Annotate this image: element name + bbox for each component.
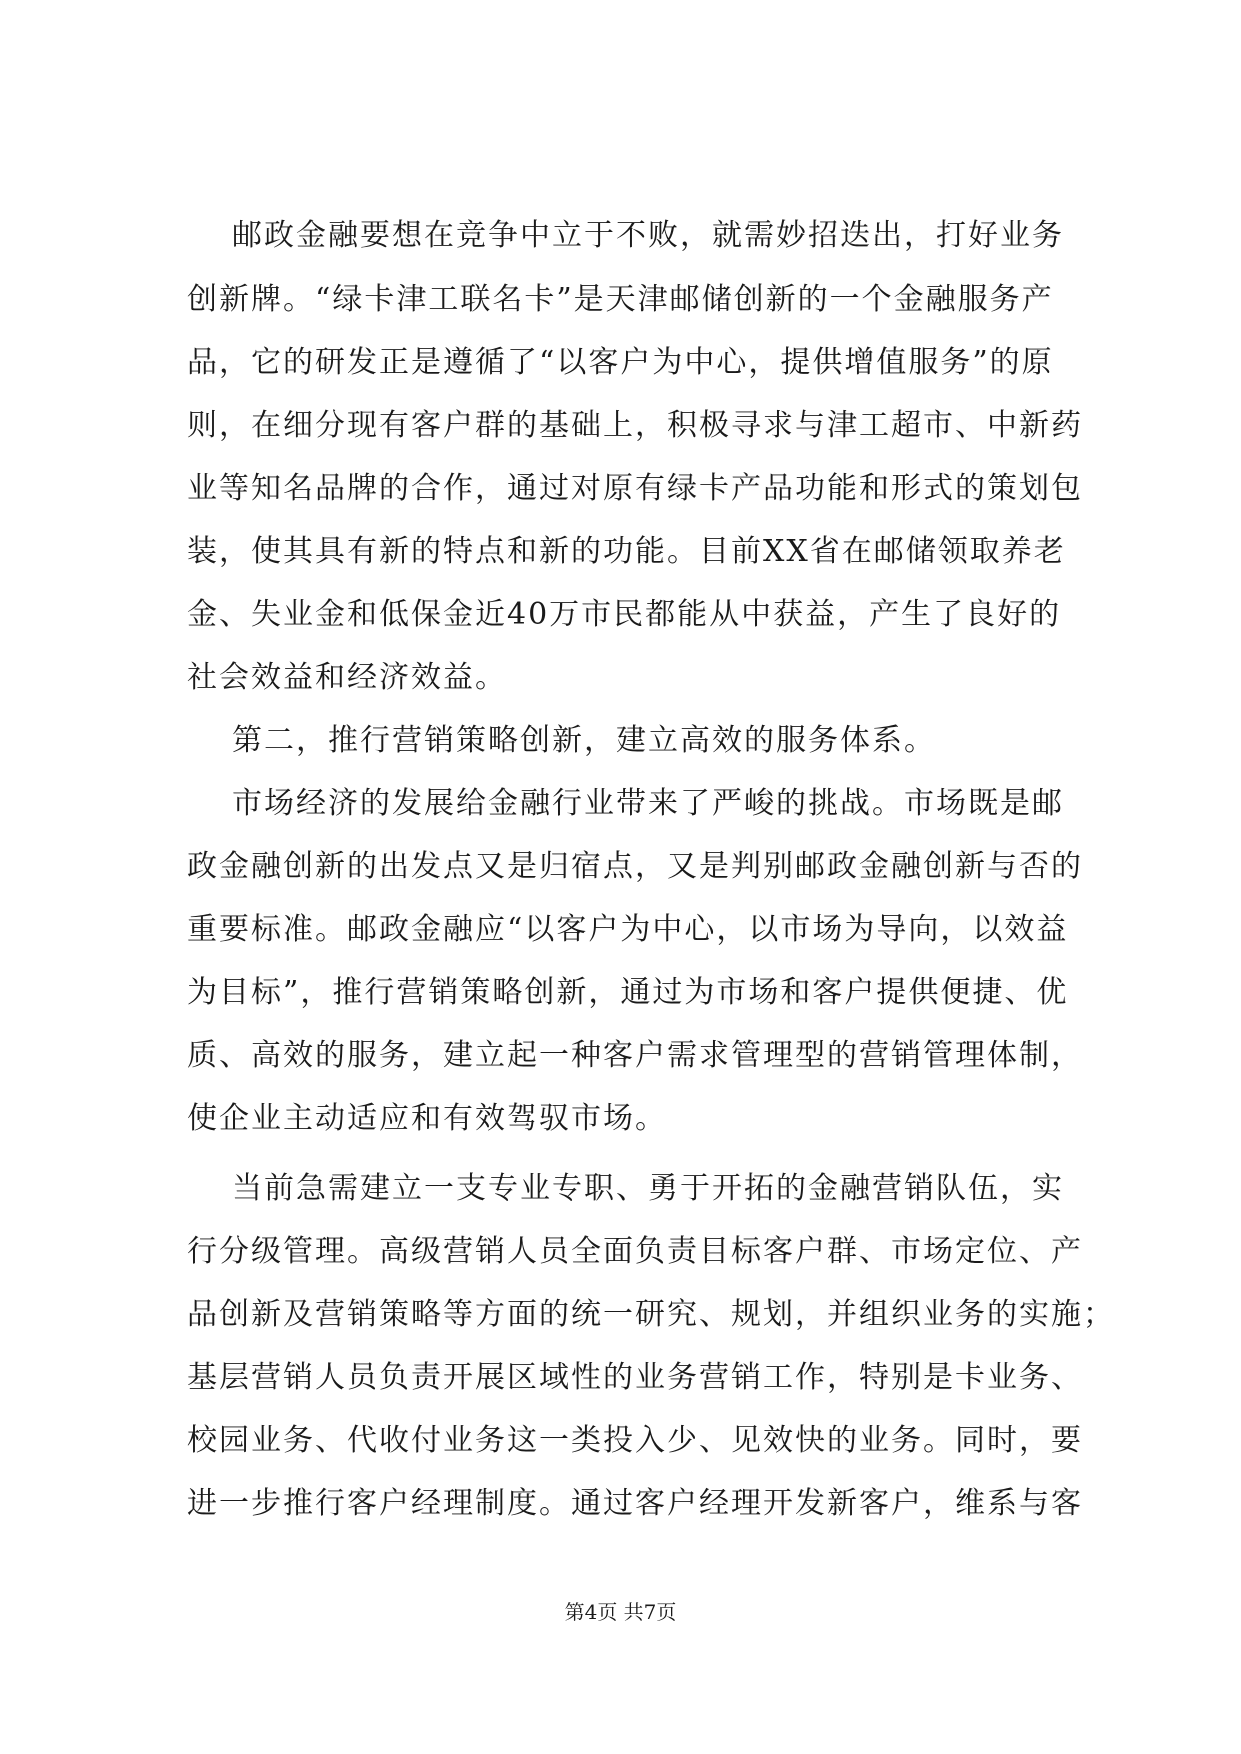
text-line: 社会效益和经济效益。 [187, 660, 507, 695]
text-line: 政金融创新的出发点又是归宿点，又是判别邮政金融创新与否的 [187, 849, 1083, 884]
text-line: 进一步推行客户经理制度。通过客户经理开发新客户，维系与客 [187, 1486, 1083, 1521]
text-line: 品创新及营销策略等方面的统一研究、规划，并组织业务的实施； [187, 1297, 1115, 1332]
page-number-footer: 第4页 共7页 [564, 1600, 677, 1624]
text-line: 业等知名品牌的合作，通过对原有绿卡产品功能和形式的策划包 [187, 471, 1083, 506]
text-line: 质、高效的服务，建立起一种客户需求管理型的营销管理体制， [187, 1038, 1083, 1073]
text-line: 市场经济的发展给金融行业带来了严峻的挑战。市场既是邮 [232, 786, 1064, 821]
text-line: 金、失业金和低保金近40万市民都能从中获益，产生了良好的 [187, 597, 1062, 632]
text-line: 则，在细分现有客户群的基础上，积极寻求与津工超市、中新药 [187, 408, 1083, 443]
text-line: 重要标准。邮政金融应“以客户为中心，以市场为导向，以效益 [187, 912, 1069, 947]
text-line: 邮政金融要想在竞争中立于不败，就需妙招迭出，打好业务 [232, 218, 1064, 253]
text-line: 校园业务、代收付业务这一类投入少、见效快的业务。同时，要 [187, 1423, 1083, 1458]
text-line: 装，使其具有新的特点和新的功能。目前XX省在邮储领取养老 [187, 534, 1066, 569]
text-line: 行分级管理。高级营销人员全面负责目标客户群、市场定位、产 [187, 1234, 1083, 1269]
text-line: 基层营销人员负责开展区域性的业务营销工作，特别是卡业务、 [187, 1360, 1083, 1395]
text-line: 品，它的研发正是遵循了“以客户为中心，提供增值服务”的原 [187, 345, 1054, 380]
text-line: 当前急需建立一支专业专职、勇于开拓的金融营销队伍，实 [232, 1171, 1064, 1206]
text-line: 为目标”，推行营销策略创新，通过为市场和客户提供便捷、优 [187, 975, 1069, 1010]
section-heading: 第二，推行营销策略创新，建立高效的服务体系。 [232, 723, 936, 758]
text-line: 创新牌。“绿卡津工联名卡”是天津邮储创新的一个金融服务产 [187, 282, 1054, 317]
text-line: 使企业主动适应和有效驾驭市场。 [187, 1101, 667, 1136]
